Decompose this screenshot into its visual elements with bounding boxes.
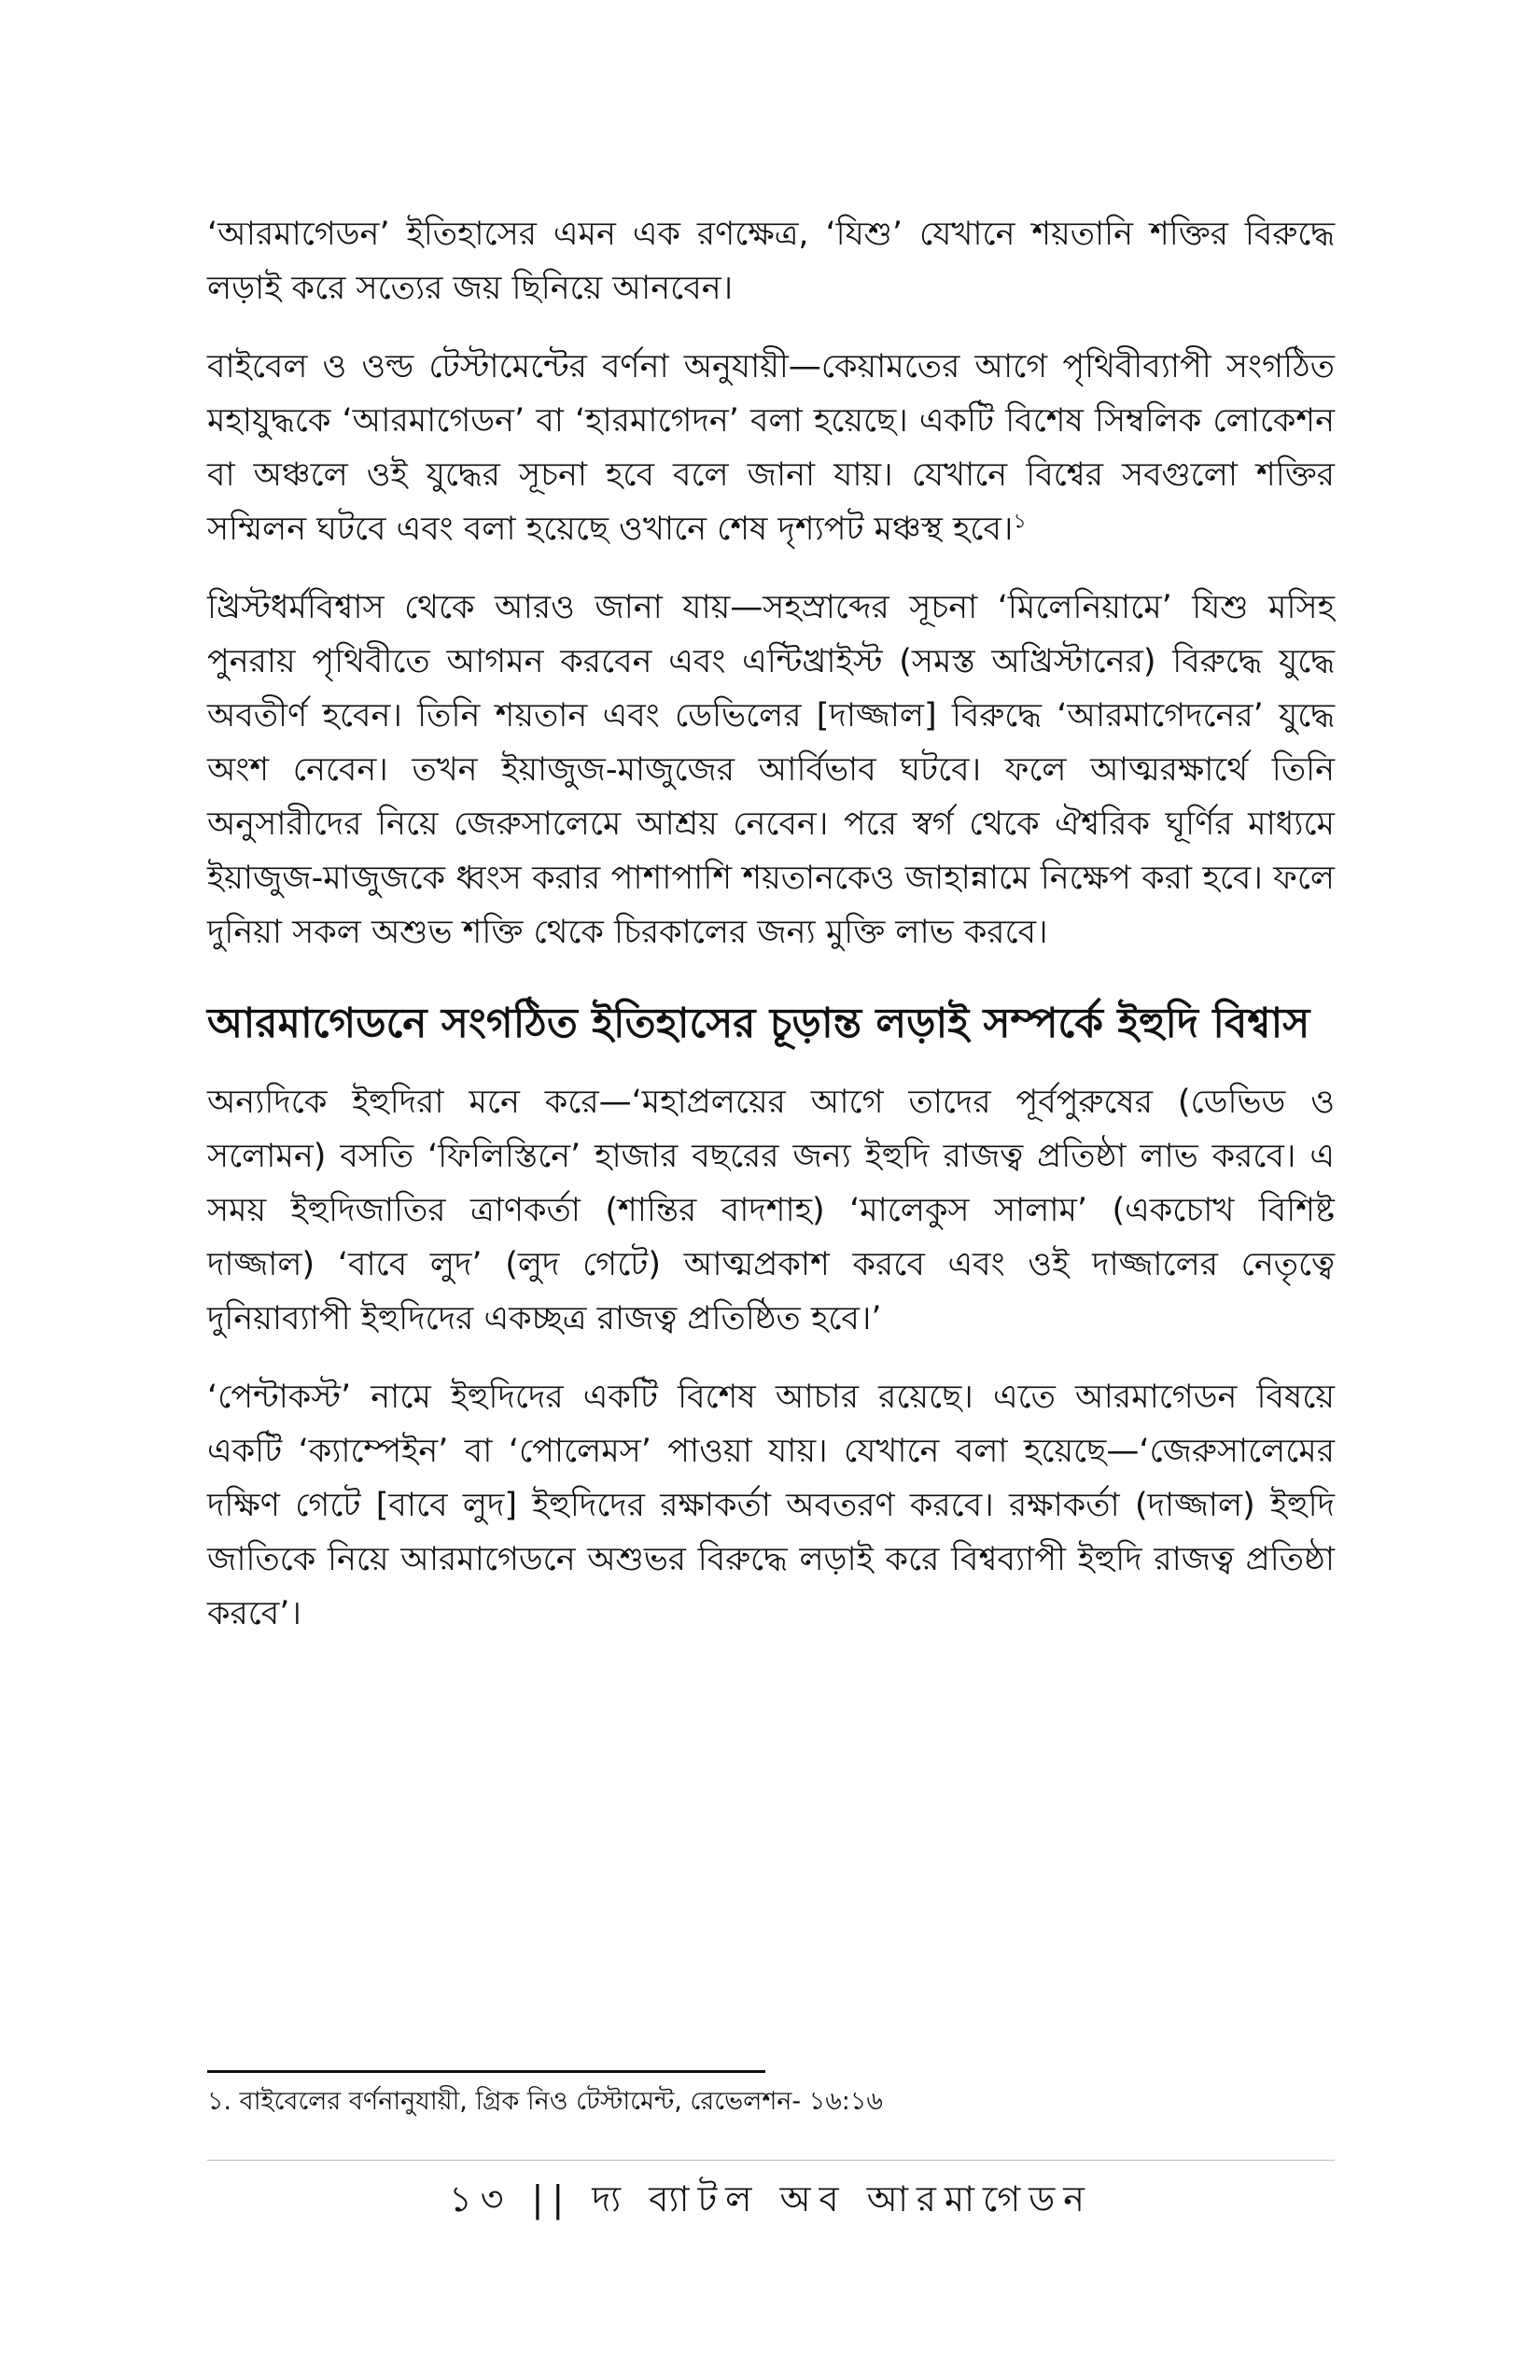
paragraph-jewish-belief: অন্যদিকে ইহুদিরা মনে করে—‘মহাপ্রলয়ের আগে তাদের পূর্বপুরুষের (ডেভিড ও সলোমন) বসতি ‘ফিলিস্তিনে’ হাজার বছরের জন্য ইহুদি রাজত্ব প্রতিষ্ঠা লাভ করবে। এ সময় ইহুদিজাতির ত্রাণকর্তা (শান্তির বাদশাহ) ‘মালেকুস সালাম’ (একচোখ বিশিষ্ট দাজ্জাল) ‘বাবে লুদ’ (লুদ গেটে) আত্মপ্রকাশ করবে এবং ওই দাজ্জালের নেতৃত্বে দুনিয়াব্যাপী ইহুদিদের একচ্ছত্র রাজত্ব প্রতিষ্ঠিত হবে।’ <box>207 1084 1335 1337</box>
footnote-divider <box>207 2070 765 2073</box>
footnote-marker: ১ <box>1013 510 1027 534</box>
paragraph-christian-belief: খ্রিস্টধর্মবিশ্বাস থেকে আরও জানা যায়—সহস্রাব্দের সূচনা ‘মিলেনিয়ামে’ যিশু মসিহ পুনরায় পৃথিবীতে আগমন করবেন এবং এন্টিখ্রাইস্ট (সমস্ত অখ্রিস্টানের) বিরুদ্ধে যুদ্ধে অবতীর্ণ হবেন। তিনি শয়তান এবং ডেভিলের [দাজ্জাল] বিরুদ্ধে ‘আরমাগেদনের’ যুদ্ধে অংশ নেবেন। তখন ইয়াজুজ-মাজুজের আর্বিভাব ঘটবে। ফলে আত্মরক্ষার্থে তিনি অনুসারীদের নিয়ে জেরুসালেমে আশ্রয় নেবেন। পরে স্বর্গ থেকে ঐশ্বরিক ঘূর্ণির মাধ্যমে ইয়াজুজ-মাজুজকে ধ্বংস করার পাশাপাশি শয়তানকেও জাহান্নামে নিক্ষেপ করা হবে। ফলে দুনিয়া সকল অশুভ শক্তি থেকে চিরকালের জন্য মুক্তি লাভ করবে। <box>207 589 1335 951</box>
section-heading: আরমাগেডনে সংগঠিত ইতিহাসের চূড়ান্ত লড়াই সম্পর্কে ইহুদি বিশ্বাস <box>207 1000 1310 1047</box>
paragraph-bible-description-text: বাইবেল ও ওল্ড টেস্টামেন্টের বর্ণনা অনুযায়ী—কেয়ামতের আগে পৃথিবীব্যাপী সংগঠিত মহাযুদ্ধকে ‘আরমাগেডন’ বা ‘হারমাগেদন’ বলা হয়েছে। একটি বিশেষ সিম্বলিক লোকেশন বা অঞ্চলে ওই যুদ্ধের সূচনা হবে বলে জানা যায়। যেখানে বিশ্বের সবগুলো শক্তির সম্মিলন ঘটবে এবং বলা হয়েছে ওখানে শেষ দৃশ্যপট মঞ্চস্থ হবে। <box>207 348 1335 548</box>
paragraph-armageddon-intro: ‘আরমাগেডন’ ইতিহাসের এমন এক রণক্ষেত্র, ‘যিশু’ যেখানে শয়তানি শক্তির বিরুদ্ধে লড়াই করে সত্যের জয় ছিনিয়ে আনবেন। <box>207 216 1335 307</box>
running-footer: ১৩ || দ্য ব্যাটল অব আরমাগেডন <box>449 2178 1093 2219</box>
footnote: ১. বাইবেলের বর্ণনানুযায়ী, গ্রিক নিও টেস্টামেন্ট, রেভেলশন- ১৬:১৬ <box>207 2087 883 2116</box>
footer-divider <box>207 2160 1335 2161</box>
paragraph-bible-description <box>207 340 1335 556</box>
page-body <box>207 207 1335 1665</box>
paragraph-pentecost: ‘পেন্টাকস্ট’ নামে ইহুদিদের একটি বিশেষ আচার রয়েছে। এতে আরমাগেডন বিষয়ে একটি ‘ক্যাম্পেইন’ বা ‘পোলেমস’ পাওয়া যায়। যেখানে বলা হয়েছে—‘জেরুসালেমের দক্ষিণ গেটে [বাবে লুদ] ইহুদিদের রক্ষাকর্তা অবতরণ করবে। রক্ষাকর্তা (দাজ্জাল) ইহুদি জাতিকে নিয়ে আরমাগেডনে অশুভর বিরুদ্ধে লড়াই করে বিশ্বব্যাপী ইহুদি রাজত্ব প্রতিষ্ঠা করবে’। <box>207 1379 1335 1632</box>
